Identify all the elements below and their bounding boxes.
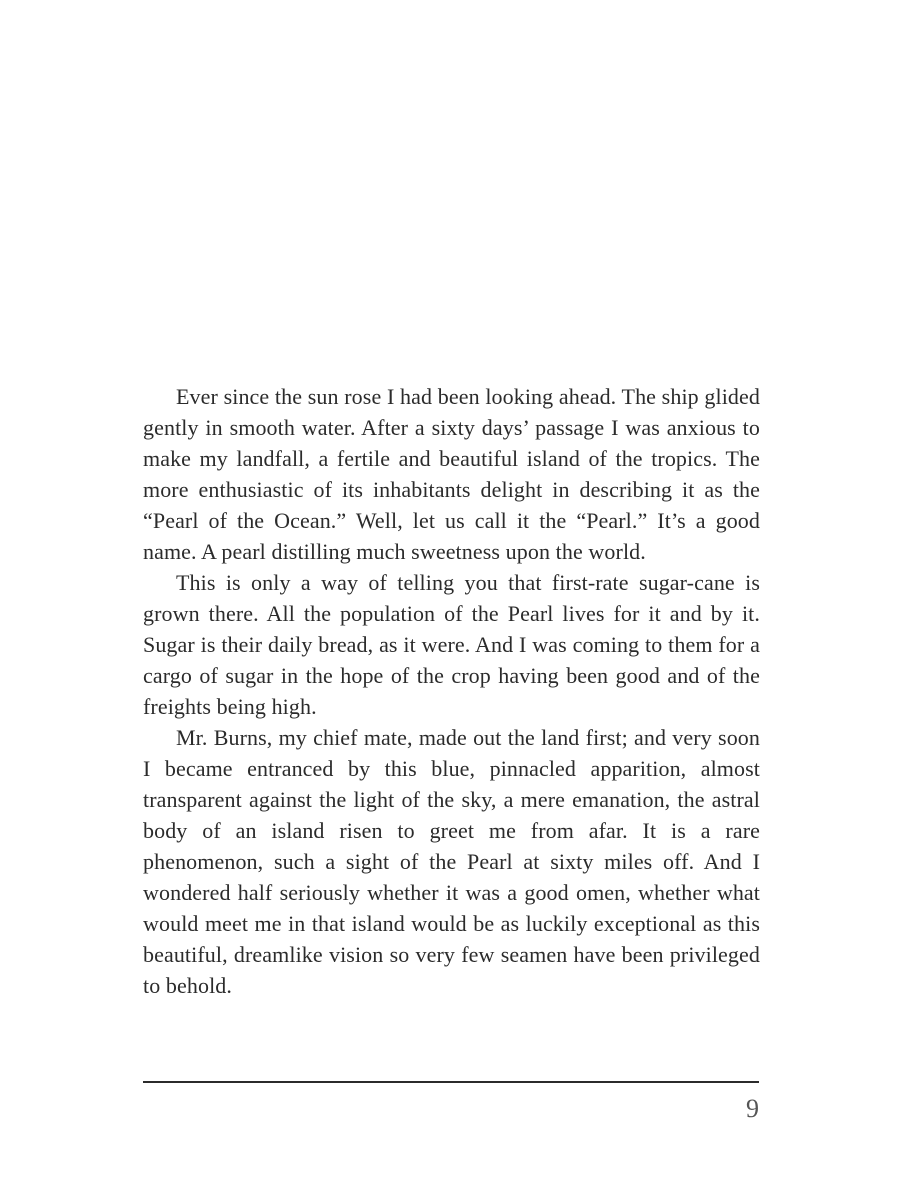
footer-rule — [143, 1081, 759, 1083]
paragraph-1: Ever since the sun rose I had been looking ahead. The ship glided gently in smooth water. After a sixty days’ passage I was anxious to make my landfall, a fertile and beautiful island of the tropics. The more enthusiastic of its inhabitants delight in describing it as the “Pearl of the Ocean.” Well, let us call it the “Pearl.” It’s a good name. A pearl distilling much sweetness upon the world. — [143, 384, 760, 564]
page-number: 9 — [746, 1094, 759, 1123]
paragraph-2: This is only a way of telling you that first-rate sugar-cane is grown there. All the population of the Pearl lives for it and by it. Sugar is their daily bread, as it were. And I was coming to them for a cargo of sugar in the hope of the crop having been good and of the freights being high. — [143, 570, 760, 719]
body-text — [143, 381, 760, 1001]
paragraph-3: Mr. Burns, my chief mate, made out the land first; and very soon I became entranced by this blue, pinnacled apparition, almost transparent against the light of the sky, a mere emanation, the astral body of an island risen to greet me from afar. It is a rare phenomenon, such a sight of the Pearl at sixty miles off. And I wondered half seriously whether it was a good omen, whether what would meet me in that island would be as luckily exceptional as this beautiful, dreamlike vision so very few seamen have been privileged to behold. — [143, 725, 760, 998]
